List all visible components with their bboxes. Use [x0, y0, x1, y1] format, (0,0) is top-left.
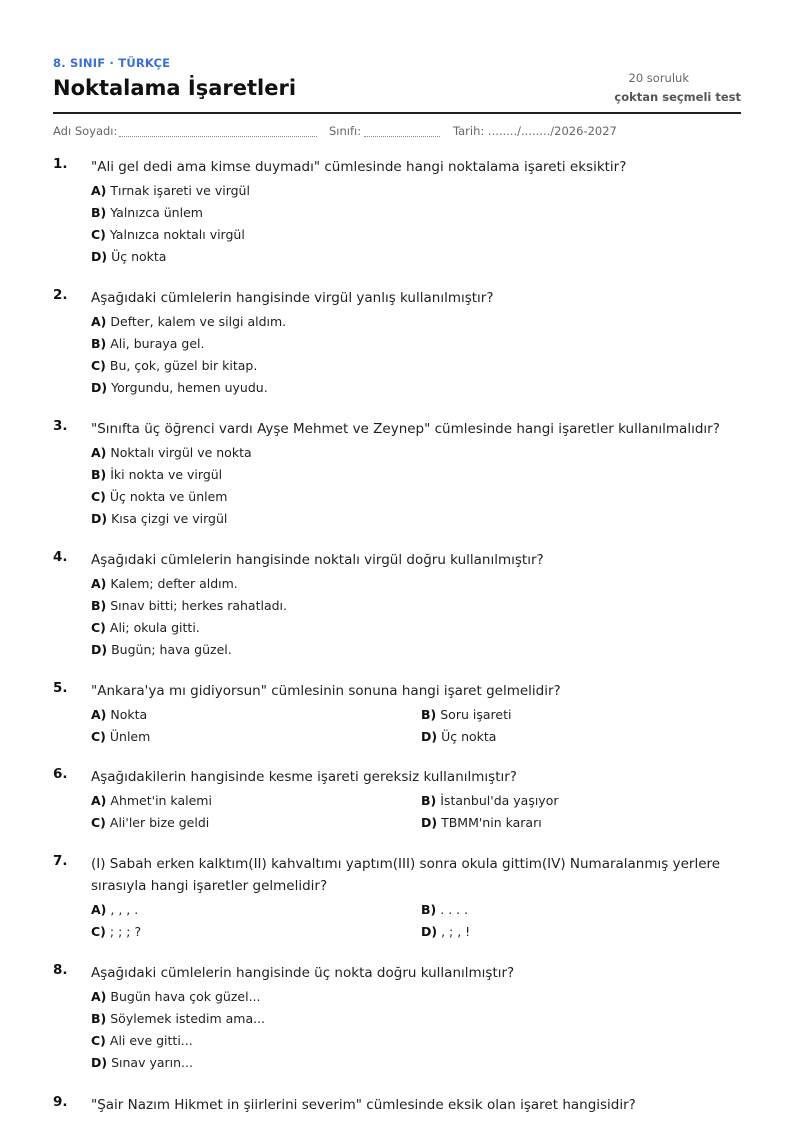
question-text: (I) Sabah erken kalktım(II) kahvaltımı yaptım(III) sonra okula gittim(IV) Numaralanmış yerlere sırasıyla hangi işaretler gelmelidir?	[91, 856, 721, 894]
question-number: 1.	[53, 156, 68, 172]
student-info-row	[53, 124, 741, 140]
question-count: 20 soruluk	[628, 71, 689, 85]
option-b[interactable]: B) Söylemek istedim ama...	[91, 1011, 266, 1026]
option-b[interactable]: B) Sınav bitti; herkes rahatladı.	[91, 598, 287, 613]
question-number: 7.	[53, 853, 68, 869]
option-b[interactable]: B) Ali, buraya gel.	[91, 336, 205, 351]
option-a[interactable]: A) Noktalı virgül ve nokta	[91, 445, 252, 460]
option-a[interactable]: A) Ahmet'in kalemi	[91, 793, 212, 808]
option-a[interactable]: A) Nokta	[91, 707, 148, 722]
option-b[interactable]: B) Yalnızca ünlem	[91, 205, 203, 220]
question-text: Aşağıdaki cümlelerin hangisinde virgül yanlış kullanılmıştır?	[91, 290, 494, 306]
question-text: Aşağıdaki cümlelerin hangisinde üç nokta doğru kullanılmıştır?	[91, 965, 515, 981]
class-label: Sınıfı:	[329, 124, 362, 138]
question-text: Aşağıdakilerin hangisinde kesme işareti gereksiz kullanılmıştır?	[91, 769, 517, 785]
option-a[interactable]: A) Kalem; defter aldım.	[91, 576, 238, 591]
question-number: 6.	[53, 766, 68, 782]
option-c[interactable]: C) Ali; okula gitti.	[91, 620, 200, 635]
option-d[interactable]: D) Bugün; hava güzel.	[91, 642, 232, 657]
option-b[interactable]: B) . . . .	[421, 902, 469, 917]
question-number: 5.	[53, 680, 68, 696]
question-number: 4.	[53, 549, 68, 565]
name-field[interactable]	[119, 136, 317, 137]
question-number: 8.	[53, 962, 68, 978]
page-title: Noktalama İşaretleri	[53, 76, 297, 100]
option-a[interactable]: A) , , , .	[91, 902, 139, 917]
name-label: Adı Soyadı:	[53, 124, 118, 138]
option-a[interactable]: A) Bugün hava çok güzel...	[91, 989, 261, 1004]
option-c[interactable]: C) Yalnızca noktalı virgül	[91, 227, 245, 242]
grade-subject-label: 8. SINIF · TÜRKÇE	[53, 56, 171, 70]
question-text: "Şair Nazım Hikmet in şiirlerini severim" cümlesinde eksik olan işaret hangisidir?	[91, 1097, 636, 1113]
option-d[interactable]: D) Yorgundu, hemen uyudu.	[91, 380, 268, 395]
option-c[interactable]: C) ; ; ; ?	[91, 924, 142, 939]
question-text: "Ali gel dedi ama kimse duymadı" cümlesinde hangi noktalama işareti eksiktir?	[91, 159, 627, 175]
option-c[interactable]: C) Ali'ler bize geldi	[91, 815, 210, 830]
option-d[interactable]: D) Kısa çizgi ve virgül	[91, 511, 228, 526]
question-text: "Ankara'ya mı gidiyorsun" cümlesinin sonuna hangi işaret gelmelidir?	[91, 683, 561, 699]
question-number: 3.	[53, 418, 68, 434]
option-a[interactable]: A) Tırnak işareti ve virgül	[91, 183, 250, 198]
option-a[interactable]: A) Defter, kalem ve silgi aldım.	[91, 314, 287, 329]
option-d[interactable]: D) Üç nokta	[421, 729, 497, 744]
option-d[interactable]: D) TBMM'nin kararı	[421, 815, 542, 830]
option-c[interactable]: C) Üç nokta ve ünlem	[91, 489, 228, 504]
class-field[interactable]	[364, 136, 440, 137]
option-c[interactable]: C) Bu, çok, güzel bir kitap.	[91, 358, 258, 373]
option-b[interactable]: B) İstanbul'da yaşıyor	[421, 793, 559, 808]
option-c[interactable]: C) Ünlem	[91, 729, 151, 744]
option-c[interactable]: C) Ali eve gitti...	[91, 1033, 193, 1048]
date-label: Tarih: ......../......../2026-2027	[453, 124, 617, 138]
option-b[interactable]: B) İki nokta ve virgül	[91, 467, 223, 482]
worksheet-header	[53, 54, 741, 114]
question-number: 2.	[53, 287, 68, 303]
test-type: çoktan seçmeli test	[614, 90, 741, 104]
option-d[interactable]: D) , ; , !	[421, 924, 471, 939]
question-text: "Sınıfta üç öğrenci vardı Ayşe Mehmet ve Zeynep" cümlesinde hangi işaretler kullanılmalıdır?	[91, 421, 720, 437]
question-text: Aşağıdaki cümlelerin hangisinde noktalı virgül doğru kullanılmıştır?	[91, 552, 544, 568]
option-b[interactable]: B) Soru işareti	[421, 707, 512, 722]
question-number: 9.	[53, 1094, 68, 1110]
option-d[interactable]: D) Üç nokta	[91, 249, 167, 264]
option-d[interactable]: D) Sınav yarın...	[91, 1055, 193, 1070]
